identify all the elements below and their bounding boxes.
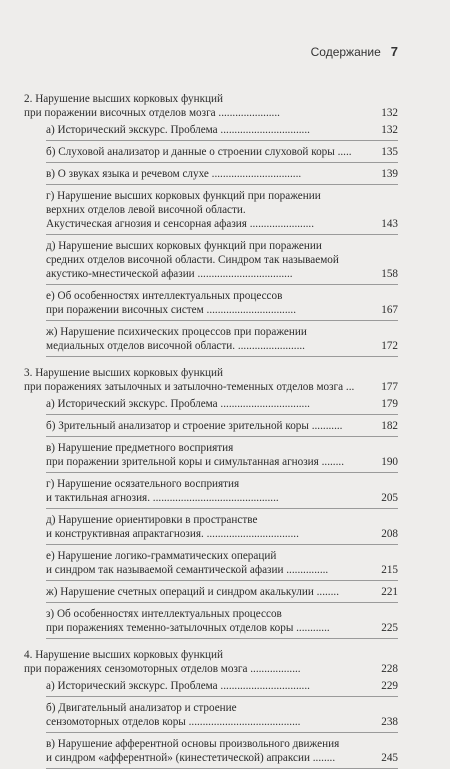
toc-entry-line: е) Нарушение логико-грамматических операций [46,550,277,562]
toc-entry-line: д) Нарушение ориентировки в пространстве [46,514,258,526]
toc-entry-line: и синдром «афферентной» (кинестетической) апраксии ........ [46,752,336,764]
toc-page-number: 205 [381,492,398,504]
toc-entry-line: верхних отделов левой височной области. [46,204,246,216]
toc-subsection-entry [46,419,398,437]
toc-entry-title [46,737,377,765]
toc-entry-line: акустико-мнестической афазии .................................. [46,268,293,280]
toc-entry-title [46,167,377,181]
toc-entry-line: и тактильная агнозия. ............................................. [46,492,279,504]
toc-entry-line: в) Нарушение предметного восприятия [46,442,234,454]
toc-subsection-entry [46,145,398,163]
toc-subsection-entry [46,397,398,415]
toc-entry-line: 4. Нарушение высших корковых функций [24,649,223,661]
toc-entry-line: средних отделов височной области. Синдром так называемой [46,254,339,266]
toc-section-entry [24,648,398,676]
toc-page-number: 221 [381,586,398,598]
toc-entry-line: а) Исторический экскурс. Проблема ................................ [46,398,310,410]
toc-entry-line: сензомоторных отделов коры ........................................ [46,716,301,728]
toc-entry-line: б) Слуховой анализатор и данные о строении слуховой коры ..... [46,146,352,158]
toc-entry-title [46,701,377,729]
toc-entry-line: а) Исторический экскурс. Проблема ................................ [46,124,310,136]
toc-entry-line: ж) Нарушение психических процессов при поражении [46,326,307,338]
toc-page-number: 225 [381,622,398,634]
toc-entry-title [24,366,377,394]
toc-section-entry [24,366,398,394]
running-header [311,44,398,59]
toc-page-number: 190 [381,456,398,468]
toc-entry-line: в) Нарушение афферентной основы произвольного движения [46,738,340,750]
toc-subsection-entry [46,325,398,357]
toc-page-number: 179 [381,398,398,410]
toc-entry-title [46,607,377,635]
toc-subsection-entry [46,607,398,639]
toc-entry-line: при поражениях сензомоторных отделов мозга .................. [24,663,301,675]
toc-entry-title [24,92,377,120]
toc-entry-line: и синдром так называемой семантической афазии ............... [46,564,329,576]
toc-entry-title [46,123,377,137]
toc-entry-line: г) Нарушение высших корковых функций при поражении [46,190,321,202]
toc-page-number: 132 [381,107,398,119]
toc-entry-title [24,648,377,676]
toc-page-number: 172 [381,340,398,352]
toc-subsection-entry [46,549,398,581]
toc-entry-line: при поражениях затылочных и затылочно-теменных отделов мозга ... [24,381,355,393]
toc-subsection-entry [46,513,398,545]
toc-entry-line: г) Нарушение осязательного восприятия [46,478,240,490]
toc-page-number: 167 [381,304,398,316]
toc-entry-line: при поражении височных систем ................................ [46,304,297,316]
toc-entry-line: и конструктивная апрактагнозия. ................................. [46,528,299,540]
toc-entry-title [46,239,377,281]
toc-entry-line: при поражении височных отделов мозга ...................... [24,107,280,119]
table-of-contents [24,88,398,769]
toc-subsection-entry [46,679,398,697]
toc-page-number: 228 [381,663,398,675]
toc-entry-line: з) Об особенностях интеллектуальных процессов [46,608,282,620]
toc-entry-line: при поражениях теменно-затылочных отделов коры ............ [46,622,330,634]
toc-subsection-entry [46,239,398,285]
toc-entry-line: б) Зрительный анализатор и строение зрительной коры ........... [46,420,343,432]
toc-entry-title [46,325,377,353]
toc-page-number: 208 [381,528,398,540]
toc-page-number: 215 [381,564,398,576]
toc-subsection-entry [46,123,398,141]
page-number: 7 [390,44,398,59]
toc-entry-title [46,189,377,231]
toc-entry-line: 2. Нарушение высших корковых функций [24,93,223,105]
toc-page-number: 177 [381,381,398,393]
toc-page-number: 158 [381,268,398,280]
toc-subsection-entry [46,441,398,473]
toc-entry-title [46,289,377,317]
header-title: Содержание [310,45,381,59]
toc-entry-line: 3. Нарушение высших корковых функций [24,367,223,379]
toc-entry-title [46,549,377,577]
toc-page-number: 135 [381,146,398,158]
toc-entry-line: а) Исторический экскурс. Проблема ................................ [46,680,310,692]
toc-subsection-entry [46,189,398,235]
toc-subsection-entry [46,477,398,509]
toc-entry-title [46,419,377,433]
toc-entry-title [46,585,377,599]
toc-entry-line: б) Двигательный анализатор и строение [46,702,237,714]
toc-entry-line: д) Нарушение высших корковых функций при поражении [46,240,322,252]
toc-entry-title [46,679,377,693]
toc-entry-title [46,477,377,505]
toc-entry-line: е) Об особенностях интеллектуальных процессов [46,290,283,302]
toc-entry-title [46,145,377,159]
toc-entry-line: медиальных отделов височной области. ........................ [46,340,305,352]
toc-section-entry [24,92,398,120]
toc-subsection-entry [46,737,398,769]
toc-page-number: 229 [381,680,398,692]
toc-entry-line: при поражении зрительной коры и симультанная агнозия ........ [46,456,344,468]
toc-page-number: 238 [381,716,398,728]
toc-subsection-entry [46,289,398,321]
toc-page-number: 139 [381,168,398,180]
toc-page-number: 143 [381,218,398,230]
toc-entry-title [46,441,377,469]
toc-entry-line: Акустическая агнозия и сенсорная афазия ....................... [46,218,315,230]
toc-entry-line: в) О звуках языка и речевом слухе ................................ [46,168,302,180]
toc-subsection-entry [46,585,398,603]
toc-entry-title [46,397,377,411]
toc-subsection-entry [46,701,398,733]
toc-page-number: 132 [381,124,398,136]
toc-subsection-entry [46,167,398,185]
toc-page-number: 182 [381,420,398,432]
toc-entry-title [46,513,377,541]
toc-page-number: 245 [381,752,398,764]
toc-entry-line: ж) Нарушение счетных операций и синдром акалькулии ........ [46,586,339,598]
